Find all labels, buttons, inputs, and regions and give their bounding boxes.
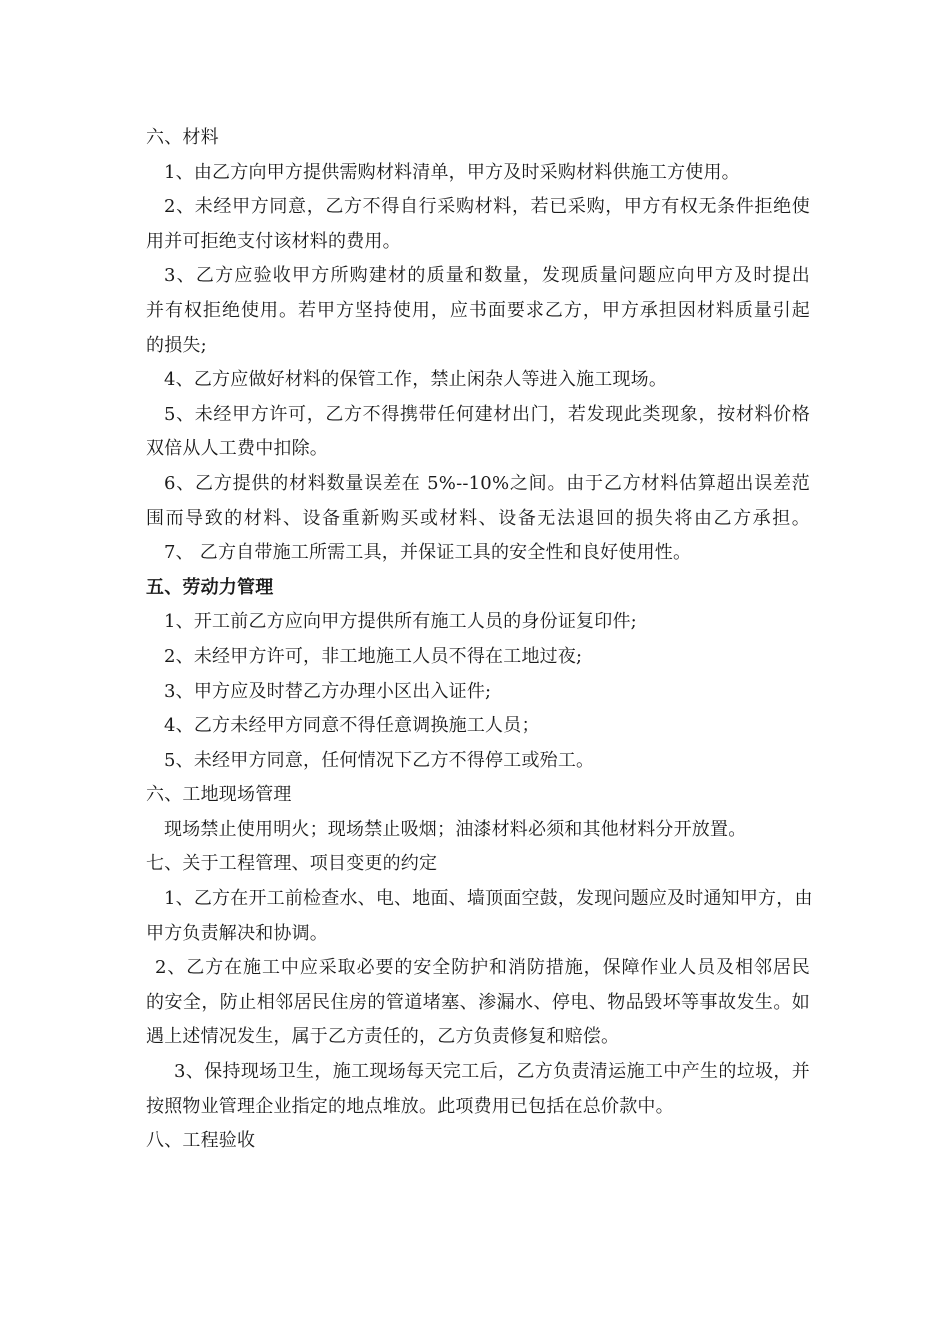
text-line: 2、未经甲方同意，乙方不得自行采购材料，若已采购，甲方有权无条件拒绝使	[164, 196, 810, 218]
text-line: 现场禁止使用明火；现场禁止吸烟；油漆材料必须和其他材料分开放置。	[164, 818, 747, 840]
text-line: 5、未经甲方许可，乙方不得携带任何建材出门，若发现此类现象，按材料价格	[164, 403, 810, 425]
text-line: 的损失;	[146, 334, 207, 356]
text-line: 4、乙方未经甲方同意不得任意调换施工人员；	[164, 715, 540, 737]
text-line: 甲方负责解决和协调。	[146, 922, 328, 944]
text-line: 六、材料	[146, 127, 219, 148]
text-line: 2、乙方在施工中应采取必要的安全防护和消防措施，保障作业人员及相邻居民	[155, 957, 810, 979]
text-line: 3、保持现场卫生，施工现场每天完工后，乙方负责清运施工中产生的垃圾，并	[174, 1061, 810, 1083]
text-line: 用并可拒绝支付该材料的费用。	[146, 230, 401, 252]
text-line: 按照物业管理企业指定的地点堆放。此项费用已包括在总价款中。	[146, 1095, 674, 1117]
text-line: 1、开工前乙方应向甲方提供所有施工人员的身份证复印件;	[164, 611, 637, 633]
text-line: 的安全，防止相邻居民住房的管道堵塞、渗漏水、停电、物品毁坏等事故发生。如	[146, 991, 810, 1013]
text-line: 5、未经甲方同意，任何情况下乙方不得停工或殆工。	[164, 749, 595, 771]
text-line: 围而导致的材料、设备重新购买或材料、设备无法退回的损失将由乙方承担。	[146, 507, 810, 529]
text-line: 2、未经甲方许可，非工地施工人员不得在工地过夜;	[164, 645, 583, 667]
text-line: 并有权拒绝使用。若甲方坚持使用，应书面要求乙方，甲方承担因材料质量引起	[146, 299, 810, 321]
text-line: 3、甲方应及时替乙方办理小区出入证件;	[164, 680, 492, 702]
text-line: 7、 乙方自带施工所需工具，并保证工具的安全性和良好使用性。	[164, 542, 692, 564]
text-line: 1、由乙方向甲方提供需购材料清单，甲方及时采购材料供施工方使用。	[164, 161, 740, 183]
text-line: 七、关于工程管理、项目变更的约定	[146, 853, 438, 875]
text-line: 六、工地现场管理	[146, 784, 292, 806]
text-line: 遇上述情况发生，属于乙方责任的，乙方负责修复和赔偿。	[146, 1026, 620, 1048]
text-line: 1、乙方在开工前检查水、电、地面、墙顶面空鼓，发现问题应及时通知甲方，由	[164, 888, 813, 910]
text-line: 6、乙方提供的材料数量误差在 5%--10%之间。由于乙方材料估算超出误差范	[164, 472, 810, 494]
text-line: 3、乙方应验收甲方所购建材的质量和数量，发现质量问题应向甲方及时提出	[164, 265, 810, 287]
section-heading: 五、劳动力管理	[146, 576, 274, 598]
document-page	[146, 121, 813, 1159]
text-line: 八、工程验收	[146, 1130, 256, 1152]
text-line: 4、乙方应做好材料的保管工作，禁止闲杂人等进入施工现场。	[164, 369, 668, 391]
text-line: 双倍从人工费中扣除。	[146, 438, 328, 460]
